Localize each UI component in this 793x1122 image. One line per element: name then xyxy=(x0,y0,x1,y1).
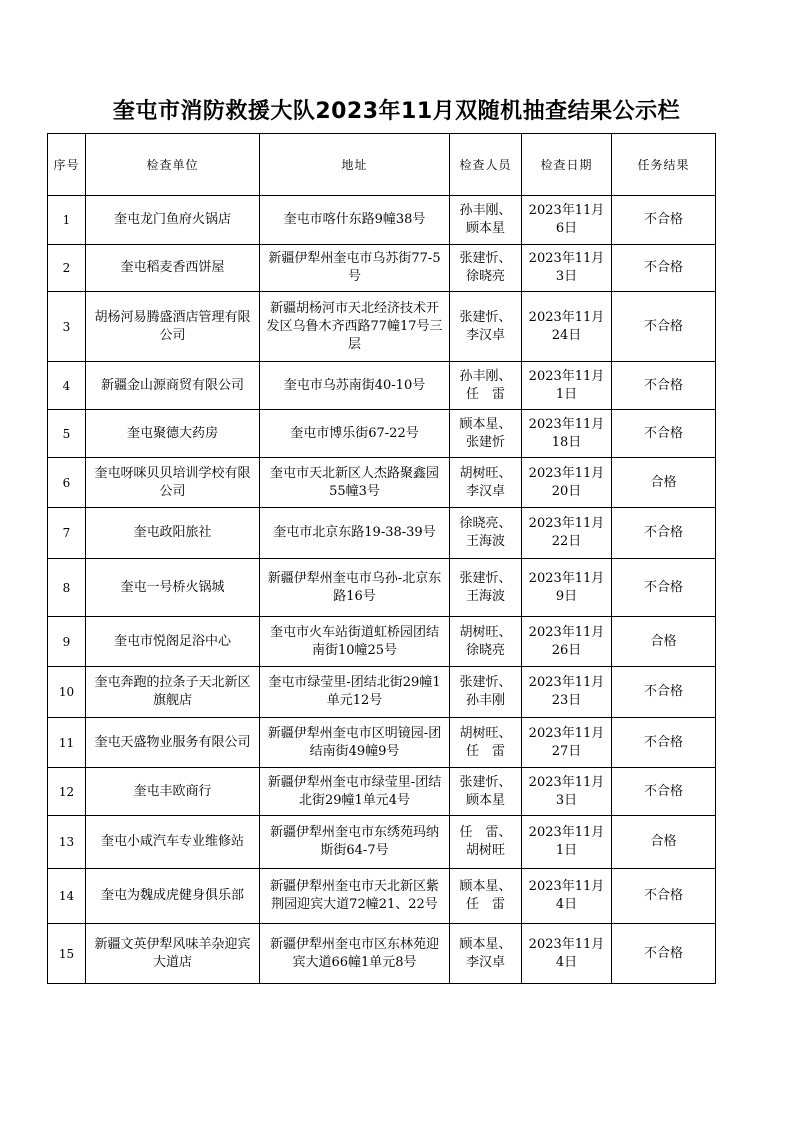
cell-address: 奎屯市博乐街67-22号 xyxy=(260,410,450,458)
cell-seq: 13 xyxy=(48,816,86,869)
cell-unit: 奎屯呀咪贝贝培训学校有限公司 xyxy=(86,458,260,508)
cell-address: 新疆伊犁州奎屯市乌苏街77-5号 xyxy=(260,245,450,292)
cell-inspectors: 顾本星、张建忻 xyxy=(450,410,522,458)
cell-result: 不合格 xyxy=(612,196,716,245)
cell-unit: 奎屯聚德大药房 xyxy=(86,410,260,458)
cell-result: 合格 xyxy=(612,458,716,508)
cell-date: 2023年11月18日 xyxy=(522,410,612,458)
cell-seq: 12 xyxy=(48,768,86,816)
cell-unit: 胡杨河易腾盛酒店管理有限公司 xyxy=(86,292,260,362)
cell-seq: 10 xyxy=(48,667,86,718)
cell-seq: 9 xyxy=(48,617,86,667)
cell-unit: 奎屯政阳旅社 xyxy=(86,508,260,559)
header-result: 任务结果 xyxy=(612,134,716,196)
cell-unit: 奎屯天盛物业服务有限公司 xyxy=(86,718,260,768)
cell-address: 奎屯市北京东路19-38-39号 xyxy=(260,508,450,559)
cell-address: 奎屯市乌苏南街40-10号 xyxy=(260,362,450,410)
cell-seq: 11 xyxy=(48,718,86,768)
cell-inspectors: 徐晓亮、王海波 xyxy=(450,508,522,559)
cell-inspectors: 胡树旺、任 雷 xyxy=(450,718,522,768)
cell-seq: 15 xyxy=(48,924,86,984)
cell-inspectors: 胡树旺、李汉卓 xyxy=(450,458,522,508)
cell-result: 合格 xyxy=(612,816,716,869)
cell-seq: 7 xyxy=(48,508,86,559)
table-row xyxy=(48,410,716,458)
page-title: 奎屯市消防救援大队2023年11月双随机抽查结果公示栏 xyxy=(112,99,681,124)
cell-inspectors: 顾本星、李汉卓 xyxy=(450,924,522,984)
cell-result: 不合格 xyxy=(612,362,716,410)
cell-inspectors: 孙丰刚、任 雷 xyxy=(450,362,522,410)
table-row xyxy=(48,617,716,667)
cell-date: 2023年11月26日 xyxy=(522,617,612,667)
cell-address: 奎屯市天北新区人杰路聚鑫园55幢3号 xyxy=(260,458,450,508)
cell-date: 2023年11月20日 xyxy=(522,458,612,508)
cell-result: 不合格 xyxy=(612,508,716,559)
cell-address: 奎屯市喀什东路9幢38号 xyxy=(260,196,450,245)
table-row xyxy=(48,667,716,718)
cell-date: 2023年11月9日 xyxy=(522,559,612,617)
table-row xyxy=(48,245,716,292)
cell-unit: 奎屯龙门鱼府火锅店 xyxy=(86,196,260,245)
cell-inspectors: 顾本星、任 雷 xyxy=(450,869,522,924)
cell-inspectors: 张建忻、王海波 xyxy=(450,559,522,617)
cell-address: 奎屯市火车站街道虹桥园团结南街10幢25号 xyxy=(260,617,450,667)
cell-date: 2023年11月22日 xyxy=(522,508,612,559)
cell-address: 新疆伊犁州奎屯市区明镜园-团结南街49幢9号 xyxy=(260,718,450,768)
cell-unit: 奎屯丰欧商行 xyxy=(86,768,260,816)
cell-address: 新疆伊犁州奎屯市东绣苑玛纳斯街64-7号 xyxy=(260,816,450,869)
cell-result: 不合格 xyxy=(612,410,716,458)
cell-address: 新疆胡杨河市天北经济技术开发区乌鲁木齐西路77幢17号三层 xyxy=(260,292,450,362)
cell-unit: 奎屯奔跑的拉条子天北新区旗舰店 xyxy=(86,667,260,718)
cell-inspectors: 张建忻、李汉卓 xyxy=(450,292,522,362)
cell-seq: 3 xyxy=(48,292,86,362)
cell-unit: 奎屯市悦阁足浴中心 xyxy=(86,617,260,667)
cell-date: 2023年11月1日 xyxy=(522,362,612,410)
header-seq: 序号 xyxy=(48,134,86,196)
table-row xyxy=(48,869,716,924)
cell-date: 2023年11月24日 xyxy=(522,292,612,362)
cell-seq: 8 xyxy=(48,559,86,617)
table-row xyxy=(48,816,716,869)
cell-address: 新疆伊犁州奎屯市天北新区紫荆园迎宾大道72幢21、22号 xyxy=(260,869,450,924)
cell-unit: 新疆金山源商贸有限公司 xyxy=(86,362,260,410)
cell-date: 2023年11月27日 xyxy=(522,718,612,768)
cell-result: 不合格 xyxy=(612,718,716,768)
cell-date: 2023年11月23日 xyxy=(522,667,612,718)
cell-unit: 奎屯稻麦香西饼屋 xyxy=(86,245,260,292)
cell-date: 2023年11月4日 xyxy=(522,924,612,984)
cell-unit: 新疆文英伊犁风味羊杂迎宾大道店 xyxy=(86,924,260,984)
cell-seq: 14 xyxy=(48,869,86,924)
cell-result: 不合格 xyxy=(612,292,716,362)
cell-address: 新疆伊犁州奎屯市乌孙-北京东路16号 xyxy=(260,559,450,617)
cell-address: 奎屯市绿莹里-团结北街29幢1单元12号 xyxy=(260,667,450,718)
table-row xyxy=(48,292,716,362)
cell-inspectors: 胡树旺、徐晓亮 xyxy=(450,617,522,667)
cell-date: 2023年11月3日 xyxy=(522,245,612,292)
cell-seq: 2 xyxy=(48,245,86,292)
table-row xyxy=(48,768,716,816)
cell-inspectors: 张建忻、孙丰刚 xyxy=(450,667,522,718)
cell-result: 不合格 xyxy=(612,924,716,984)
cell-address: 新疆伊犁州奎屯市区东林苑迎宾大道66幢1单元8号 xyxy=(260,924,450,984)
cell-seq: 5 xyxy=(48,410,86,458)
cell-date: 2023年11月4日 xyxy=(522,869,612,924)
cell-result: 不合格 xyxy=(612,869,716,924)
results-table xyxy=(47,133,716,984)
cell-date: 2023年11月3日 xyxy=(522,768,612,816)
cell-result: 合格 xyxy=(612,617,716,667)
cell-result: 不合格 xyxy=(612,245,716,292)
cell-address: 新疆伊犁州奎屯市绿莹里-团结北街29幢1单元4号 xyxy=(260,768,450,816)
cell-inspectors: 张建忻、徐晓亮 xyxy=(450,245,522,292)
table-row xyxy=(48,508,716,559)
table-row xyxy=(48,362,716,410)
table-row xyxy=(48,924,716,984)
cell-seq: 1 xyxy=(48,196,86,245)
table-row xyxy=(48,196,716,245)
cell-unit: 奎屯为魏成虎健身俱乐部 xyxy=(86,869,260,924)
header-date: 检查日期 xyxy=(522,134,612,196)
cell-seq: 6 xyxy=(48,458,86,508)
cell-unit: 奎屯一号桥火锅城 xyxy=(86,559,260,617)
cell-inspectors: 张建忻、顾本星 xyxy=(450,768,522,816)
header-row xyxy=(48,134,716,196)
cell-date: 2023年11月1日 xyxy=(522,816,612,869)
table-row xyxy=(48,559,716,617)
cell-result: 不合格 xyxy=(612,559,716,617)
table-row xyxy=(48,458,716,508)
cell-result: 不合格 xyxy=(612,768,716,816)
cell-inspectors: 孙丰刚、顾本星 xyxy=(450,196,522,245)
cell-result: 不合格 xyxy=(612,667,716,718)
cell-unit: 奎屯小咸汽车专业维修站 xyxy=(86,816,260,869)
cell-seq: 4 xyxy=(48,362,86,410)
cell-date: 2023年11月6日 xyxy=(522,196,612,245)
table-row xyxy=(48,718,716,768)
cell-inspectors: 任 雷、胡树旺 xyxy=(450,816,522,869)
header-address: 地址 xyxy=(260,134,450,196)
header-unit: 检查单位 xyxy=(86,134,260,196)
header-inspectors: 检查人员 xyxy=(450,134,522,196)
